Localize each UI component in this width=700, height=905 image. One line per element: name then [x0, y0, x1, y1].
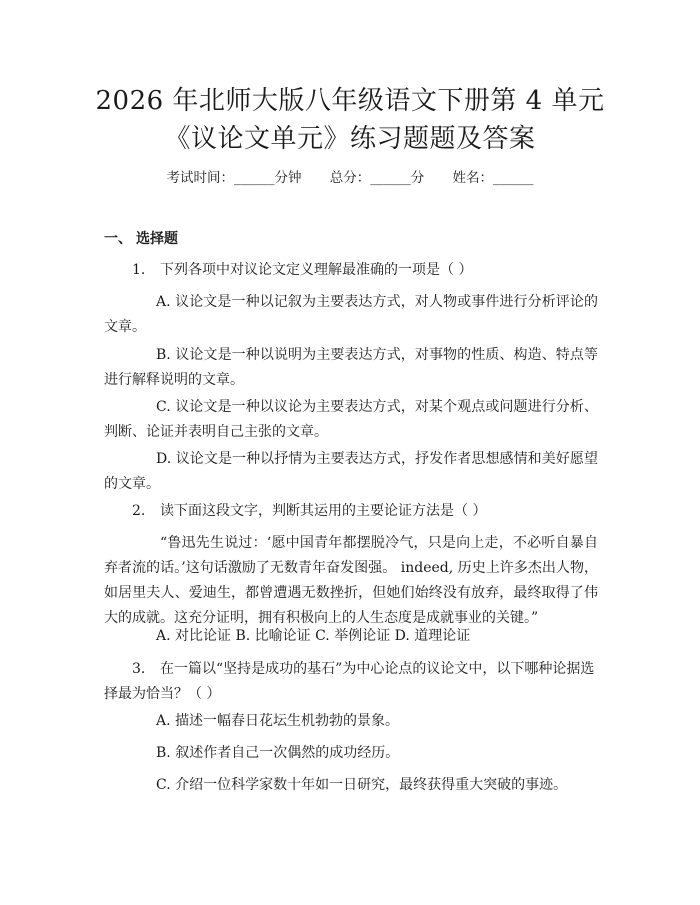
- section-number: 一、: [104, 231, 132, 247]
- question-text: 下列各项中对议论文定义理解最准确的一项是（ ）: [160, 262, 473, 278]
- question-1-option-a: A. 议论文是一种以记叙为主要表达方式，对人物或事件进行分析评论的文章。: [104, 294, 598, 335]
- total-score-field: 总分：______分: [329, 170, 425, 186]
- question-text: 在一篇以“坚持是成功的基石”为中心论点的议论文中，以下哪种论据选择最为恰当？（ ）: [104, 661, 595, 702]
- question-number: 2.: [132, 503, 146, 519]
- question-3-option-c: C. 介绍一位科学家数十年如一日研究，最终获得重大突破的事迹。: [156, 777, 568, 793]
- question-1-option-c: C. 议论文是一种以议论为主要表达方式，对某个观点或问题进行分析、判断、论证并表明自己主张的文章。: [104, 399, 598, 440]
- question-3-option-a: A. 描述一幅春日花坛生机勃勃的景象。: [156, 713, 400, 729]
- exam-title-line1: 2026 年北师大版八年级语文下册第 4 单元: [95, 86, 605, 116]
- question-1-option-d: D. 议论文是一种以抒情为主要表达方式，抒发作者思想感情和美好愿望的文章。: [104, 451, 598, 492]
- exam-meta: [0, 168, 700, 188]
- question-1-stem: [104, 258, 598, 283]
- question-3-option-b: B. 叙述作者自己一次偶然的成功经历。: [156, 745, 400, 761]
- exam-time-field: 考试时间：______分钟: [166, 170, 302, 186]
- question-2-stem: [104, 499, 598, 524]
- question-number: 3.: [132, 661, 146, 677]
- exam-title-line2: 《议论文单元》练习题题及答案: [164, 124, 536, 154]
- question-text: 读下面这段文字，判断其运用的主要论证方法是（ ）: [160, 503, 487, 519]
- section-heading: [104, 229, 178, 249]
- question-3-stem: [104, 657, 598, 707]
- question-2-passage: “鲁迅先生说过：‘愿中国青年都摆脱冷气，只是向上走，不必听自暴自弃者流的话。’这句话激励了无数青年奋发图强。 indeed, 历史上许多杰出人物，如居里夫人、爱迪生，都曾遭遇无数挫折，但她们始终没有放弃，最终取得了伟大的成就。这充分证明，拥有积极向上的人生态度是成就事业的关键。”: [104, 535, 598, 626]
- question-1-option-b: B. 议论文是一种以说明为主要表达方式，对事物的性质、构造、特点等进行解释说明的文章。: [104, 347, 598, 388]
- section-title: 选择题: [136, 231, 178, 247]
- question-2-options: A. 对比论证 B. 比喻论证 C. 举例论证 D. 道理论证: [156, 628, 471, 644]
- name-field: 姓名：______: [452, 170, 534, 186]
- question-number: 1.: [132, 262, 146, 278]
